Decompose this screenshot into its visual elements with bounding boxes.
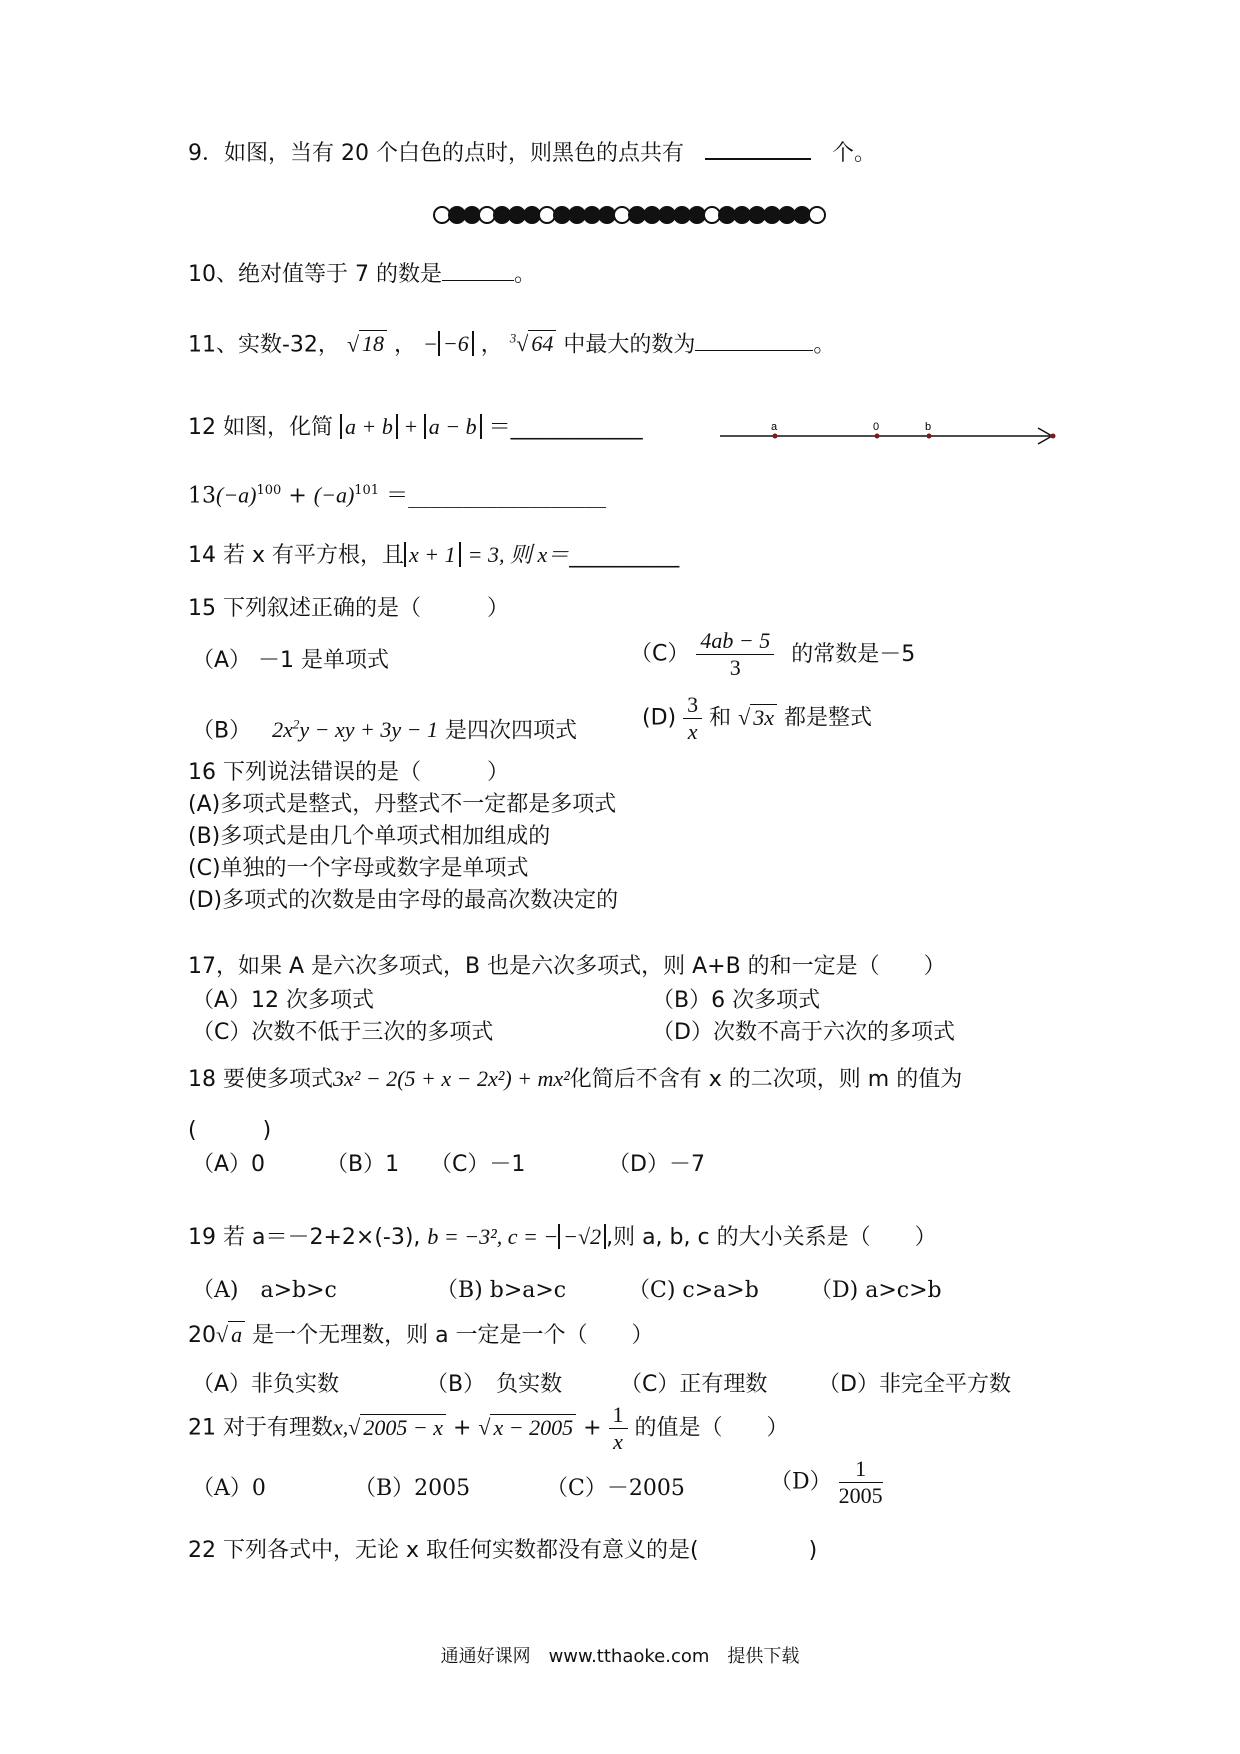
option-16a: (A)多项式是整式，丹整式不一定都是多项式	[188, 792, 617, 817]
answer-blank: __________________	[408, 483, 607, 509]
option-16d: (D)多项式的次数是由字母的最高次数决定的	[188, 888, 619, 913]
option-21c: （C）－2005	[546, 1476, 685, 1501]
black-dot	[554, 207, 570, 223]
answer-blank: ____________	[510, 415, 643, 440]
point-a	[773, 434, 778, 439]
white-dot	[479, 207, 495, 223]
black-dot	[749, 207, 765, 223]
option-19b: （B) b>a>c	[436, 1278, 567, 1303]
cube-root-64: $^3$√ 64	[510, 331, 557, 356]
option-19a: （A) a>b>c	[192, 1278, 337, 1303]
fraction: $\frac{4ab - 5}{3}$	[696, 628, 774, 681]
white-dot	[704, 207, 720, 223]
fraction: $\frac{1}{2005}$	[838, 1456, 883, 1508]
option-21a: （A）0	[192, 1476, 266, 1501]
white-dot	[614, 207, 630, 223]
black-dot	[764, 207, 780, 223]
fraction: $\frac{1}{x}$	[609, 1402, 628, 1455]
sqrt-18: √ 18	[347, 330, 387, 356]
point-b	[927, 434, 932, 439]
black-dot	[734, 207, 750, 223]
question-9: 9．如图，当有 20 个白色的点时，则黑色的点共有 个。	[188, 136, 876, 169]
question-22: 22 下列各式中，无论 x 取任何实数都没有意义的是( )	[188, 1538, 818, 1563]
option-20d: （D）非完全平方数	[818, 1372, 1011, 1397]
question-17-stem: 17，如果 A 是六次多项式，B 也是六次多项式，则 A+B 的和一定是（ ）	[188, 954, 946, 979]
option-19c: （C) c>a>b	[628, 1278, 759, 1303]
answer-blank	[695, 328, 813, 351]
option-20b: （B） 负实数	[426, 1372, 563, 1397]
black-dot	[599, 207, 615, 223]
black-dot	[569, 207, 585, 223]
label-0: 0	[873, 421, 880, 433]
black-dot	[689, 207, 705, 223]
black-dot	[584, 207, 600, 223]
option-21b: （B）2005	[354, 1476, 471, 1501]
question-19-stem: 19 若 a＝－2+2×(-3), b = −3², c = − −√2 ,则 a, b, c 的大小关系是（ ）	[188, 1224, 937, 1250]
black-dot	[719, 207, 735, 223]
white-dot	[809, 207, 825, 223]
option-20c: （C）正有理数	[620, 1372, 768, 1397]
label-b: b	[925, 421, 932, 433]
option-17b: （B）6 次多项式	[652, 988, 821, 1013]
option-18d: （D）－7	[608, 1152, 705, 1177]
option-15b: （B） $2x^2y$ − xy + 3y − 1 是四次四项式	[192, 717, 577, 744]
option-17a: （A）12 次多项式	[192, 988, 375, 1013]
question-20-stem: 20√ a 是一个无理数，则 a 一定是一个（ ）	[188, 1322, 654, 1348]
page-footer: 通通好课网 www.tthaoke.com 提供下载	[440, 1646, 800, 1667]
black-dot	[674, 207, 690, 223]
black-dot	[629, 207, 645, 223]
fraction: $\frac{3}{x}$	[683, 692, 702, 745]
question-14: 14 若 x 有平方根，且 x + 1 = 3, 则 x＝__________	[188, 542, 680, 568]
answer-blank	[442, 258, 514, 281]
option-18b: （B）1	[326, 1152, 400, 1177]
neg-abs-6: − −6	[423, 331, 474, 356]
answer-blank	[705, 136, 811, 160]
question-16-stem: 16 下列说法错误的是（ ）	[188, 760, 509, 785]
question-11: 11、实数-32， √ 18 ， − −6 ， $^3$√ 64 中最大的数为 。	[188, 324, 835, 360]
option-16c: (C)单独的一个字母或数字是单项式	[188, 856, 529, 881]
black-dot	[794, 207, 810, 223]
expression: a + b + a − b	[340, 414, 482, 439]
black-dot	[659, 207, 675, 223]
white-dot	[539, 207, 555, 223]
black-dot	[449, 207, 465, 223]
option-17d: （D）次数不高于六次的多项式	[652, 1020, 955, 1045]
option-19d: （D) a>c>b	[810, 1278, 942, 1303]
question-13: $13(-a)^{100} + (-a)^{101}$ ＝__________________	[188, 482, 607, 509]
option-15c: （C） $\frac{4ab - 5}{3}$ 的常数是－5	[630, 628, 916, 680]
option-16b: (B)多项式是由几个单项式相加组成的	[188, 824, 551, 849]
point-0	[875, 434, 880, 439]
option-18c: （C）－1	[430, 1152, 526, 1177]
question-10: 10、绝对值等于 7 的数是 。	[188, 258, 536, 290]
question-18-stem: 18 要使多项式3x² − 2(5 + x − 2x²) + mx²化简后不含有 x 的二次项，则 m 的值为	[188, 1066, 963, 1092]
question-21-stem: 21 对于有理数x,√ 2005 − x + √ x − 2005 + $\frac{1}{x}$ 的值是（ ）	[188, 1402, 789, 1454]
option-18a: （A）0	[192, 1152, 266, 1177]
black-dot	[779, 207, 795, 223]
question-12: 12 如图，化简 a + b + a − b ＝____________	[188, 414, 643, 440]
label-a: a	[771, 421, 778, 433]
answer-blank: __________	[569, 543, 680, 568]
dot-sequence-figure	[432, 205, 832, 225]
option-21d: （D） $\frac{1}{2005}$	[770, 1456, 883, 1508]
number-line-figure	[720, 418, 1060, 454]
option-15a: （A） －1 是单项式	[192, 648, 390, 673]
question-18-paren: ( )	[188, 1118, 272, 1143]
black-dot	[464, 207, 480, 223]
question-15-stem: 15 下列叙述正确的是（ ）	[188, 596, 509, 621]
white-dot	[434, 207, 450, 223]
black-dot	[494, 207, 510, 223]
option-15d: (D) $\frac{3}{x}$ 和 √ 3x 都是整式	[642, 692, 872, 744]
black-dot	[644, 207, 660, 223]
black-dot	[524, 207, 540, 223]
option-17c: （C）次数不低于三次的多项式	[192, 1020, 494, 1045]
point-end	[1051, 434, 1056, 439]
black-dot	[509, 207, 525, 223]
option-20a: （A）非负实数	[192, 1372, 340, 1397]
